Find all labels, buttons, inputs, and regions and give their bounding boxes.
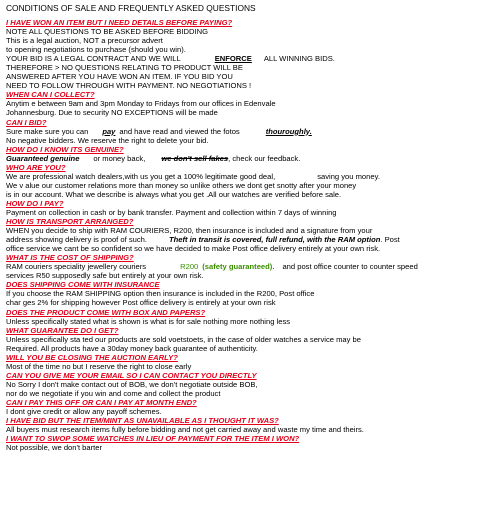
answer-line: This is a legal auction, NOT a precursor advert — [6, 36, 163, 46]
question-heading: WHAT GUARANTEE DO I GET? — [6, 325, 119, 335]
question-heading: HOW DO I KNOW ITS GENUINE? — [6, 144, 124, 154]
faq-transport — [6, 217, 496, 253]
faq-swop — [6, 434, 496, 452]
answer-line: Payment on collection in cash or by bank transfer. Payment and collection within 7 days of winning — [6, 207, 337, 217]
answer-line: WHEN you decide to ship with RAM COURIERS, R200, then insurance is included and a signature from your — [6, 226, 373, 236]
pay-emphasis: pay — [102, 126, 116, 136]
answer-line: services R50 supposedly safe but entirely at your own risk. — [6, 271, 204, 281]
question-heading: I HAVE WON AN ITEM BUT I NEED DETAILS BEFORE PAYING? — [6, 18, 233, 27]
faq-box — [6, 308, 496, 326]
answer-line: Johannesburg. Due to security NO EXCEPTIONS will be made — [6, 108, 218, 118]
question-heading: WHEN CAN I COLLECT? — [6, 90, 95, 100]
guaranteed-emphasis: Guaranteed genuine — [6, 153, 80, 163]
faq-genuine — [6, 145, 496, 163]
answer-line: NOTE ALL QUESTIONS TO BE ASKED BEFORE BIDDING — [6, 27, 208, 37]
faq-bid — [6, 118, 496, 145]
safety-guaranteed-emphasis: (safety guaranteed). — [202, 262, 275, 272]
answer-line: Most of the time no but I reserve the right to close early — [6, 361, 192, 371]
faq-insurance — [6, 280, 496, 307]
answer-line: If you choose the RAM SHIPPING option then insurance is included in the R200, Post office — [6, 289, 315, 299]
answer-line: All buyers must research items fully before bidding and not get carried away and waste my time and theirs. — [6, 425, 364, 435]
answer-line: No negative bidders. We reserve the right to delete your bid. — [6, 135, 209, 145]
faq-month — [6, 398, 496, 416]
answer-line: No Sorry I don't make contact out of BOB, we don't negotiate outside BOB, — [6, 379, 258, 389]
theft-covered-emphasis: Theft in transit is covered, full refund, with the RAM option — [168, 235, 381, 245]
question-heading: HOW DO I PAY? — [6, 198, 64, 208]
answer-line: office service we cant be so confident so we have decided to make Post office delivery entirely at your own risk. — [6, 244, 381, 254]
question-heading: CAN I PAY THIS OFF OR CAN I PAY AT MONTH END? — [6, 397, 197, 407]
question-heading: DOES SHIPPING COME WITH INSURANCE — [6, 280, 160, 290]
answer-line: Sure make sure you can pay and have read and viewed the fotos thouroughly. — [6, 126, 312, 136]
question-heading: DOES THE PRODUCT COME WITH BOX AND PAPERS? — [6, 307, 206, 317]
faq-who — [6, 163, 496, 199]
thoroughly-emphasis: thouroughly. — [265, 126, 312, 136]
faq-collect — [6, 90, 496, 117]
answer-line: is in our account. What we describe is always what you get .All our watches are verified before sale. — [6, 189, 342, 199]
faq-contact — [6, 371, 496, 398]
answer-line: THEREFORE > NO QUESTIONS RELATING TO PRODUCT WILL BE — [6, 63, 243, 73]
answer-line: to opening negotiations to purchase (should you win). — [6, 45, 186, 55]
faq-pay — [6, 199, 496, 217]
answer-line: nor do we negotiate if you win and come and collect the product — [6, 388, 221, 398]
answer-line: Guaranteed genuine or money back, we don't sell fakes, check our feedback. — [6, 153, 301, 163]
question-heading: I WANT TO SWOP SOME WATCHES IN LIEU OF PAYMENT FOR THE ITEM I WON? — [6, 434, 300, 444]
faq-cost — [6, 253, 496, 280]
answer-line: Not possible, we don't barter — [6, 443, 103, 453]
answer-line: I dont give credit or allow any payoff schemes. — [6, 407, 162, 417]
faq-won — [6, 18, 496, 90]
fakes-emphasis: we don't sell fakes — [161, 153, 229, 163]
answer-line: We v alue our customer relations more than money so unlike others we dont get snotty after your money — [6, 180, 357, 190]
question-heading: I HAVE BID BUT THE ITEM/MINT AS UNAVAILABLE AS I THOUGHT IT WAS? — [6, 416, 279, 426]
question-heading: CAN I BID? — [6, 117, 47, 127]
answer-line: We are professional watch dealers,with us you get a 100% legitimate good deal, saving you money. — [6, 171, 380, 181]
question-heading: HOW IS TRANSPORT ARRANGED? — [6, 217, 134, 227]
answer-line: ANSWERED AFTER YOU HAVE WON AN ITEM. IF YOU BID YOU — [6, 72, 233, 82]
answer-line: YOUR BID IS A LEGAL CONTRACT AND WE WILL ENFORCE ALL WINNING BIDS. — [6, 54, 335, 64]
answer-line: Required. All products have a 30day money back guarantee of authenticity. — [6, 343, 258, 353]
question-heading: CAN YOU GIVE ME YOUR EMAIL SO I CAN CONTACT YOU DIRECTLY — [6, 370, 257, 380]
answer-line: Unless specifically stated what is shown is what is for sale nothing more nothing less — [6, 316, 291, 326]
answer-line: char ges 2% for shipping however Post office delivery is entirely at your own risk — [6, 298, 276, 308]
answer-line: NEED TO FOLLOW THROUGH WITH PAYMENT. NO NEGOTIATIONS ! — [6, 81, 252, 91]
price-r200: R200 — [180, 262, 199, 272]
answer-line: address showing delivery is proof of such. Theft in transit is covered, full refund, with the RAM option. Post — [6, 235, 400, 245]
enforce-emphasis: ENFORCE — [214, 54, 252, 64]
answer-line: Anytim e between 9am and 3pm Monday to Fridays from our offices in Edenvale — [6, 99, 276, 109]
answer-line: RAM couriers speciality jewellery couriers R200 (safety guaranteed). and post office counter to counter speed — [6, 262, 418, 272]
question-heading: WHAT IS THE COST OF SHIPPING? — [6, 253, 134, 263]
answer-line: Unless specifically sta ted our products are sold voetstoets, in the case of older watches a service may be — [6, 334, 361, 344]
question-heading: WHO ARE YOU? — [6, 162, 66, 172]
faq-unavailable — [6, 416, 496, 434]
page-title: CONDITIONS OF SALE AND FREQUENTLY ASKED QUESTIONS — [6, 3, 256, 13]
question-heading: WILL YOU BE CLOSING THE AUCTION EARLY? — [6, 352, 178, 362]
faq-close — [6, 353, 496, 371]
faq-guarantee — [6, 326, 496, 353]
